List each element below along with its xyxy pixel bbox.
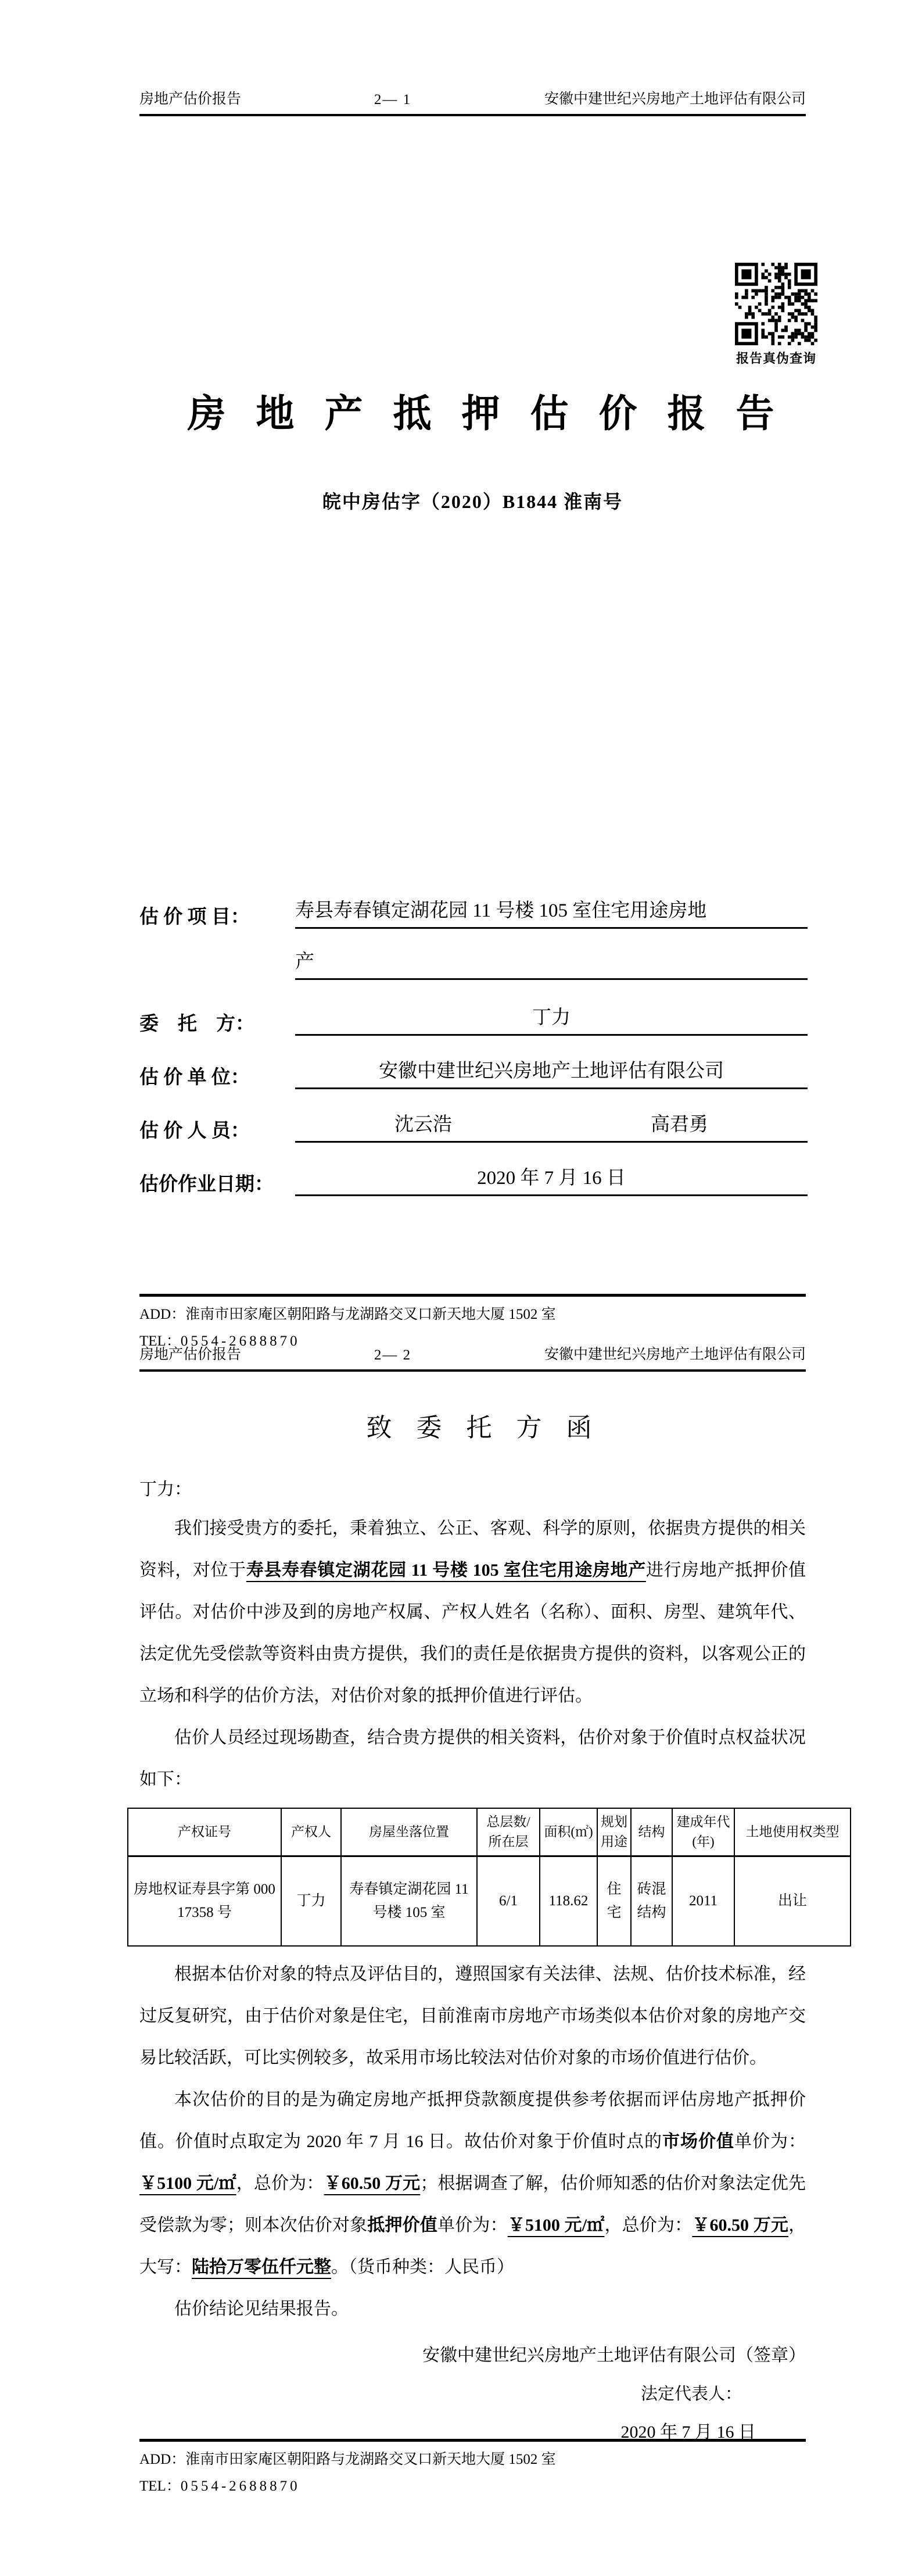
cover-form bbox=[139, 895, 808, 1216]
field-client-label: 委 托 方： bbox=[139, 1014, 254, 1035]
page1-header-company: 安徽中建世纪兴房地产土地评估有限公司 bbox=[544, 91, 806, 107]
field-project-label: 估 价 项 目： bbox=[139, 907, 250, 928]
letter-title: 致委托方函 bbox=[366, 1414, 616, 1442]
letter-paragraph-2: 估价人员经过现场勘查，结合贵方提供的相关资料，估价对象于价值时点权益状况如下： bbox=[139, 1728, 806, 1789]
page1-header-doc-type: 房地产估价报告 bbox=[139, 91, 242, 107]
cell-land-right-type: 出让 bbox=[734, 1856, 851, 1947]
cell-structure: 砖混结构 bbox=[631, 1856, 672, 1947]
cell-area: 118.62 bbox=[540, 1856, 597, 1947]
appraiser-name-2: 高君勇 bbox=[651, 1114, 708, 1135]
col-planned-use: 规划用途 bbox=[597, 1808, 631, 1856]
field-appraisers-label: 估 价 人 员： bbox=[139, 1121, 250, 1142]
page2-footer-address bbox=[139, 2448, 806, 2468]
col-structure: 结构 bbox=[631, 1808, 672, 1856]
phone-label: TEL： bbox=[139, 2478, 181, 2494]
signature-legal-representative: 法定代表人： bbox=[640, 2385, 742, 2403]
field-agency-value: 安徽中建世纪兴房地产土地评估有限公司 bbox=[295, 1056, 808, 1089]
col-land-right-type: 土地使用权类型 bbox=[734, 1808, 851, 1856]
cell-location: 寿春镇定湖花园 11 号楼 105 室 bbox=[341, 1856, 477, 1947]
field-date-label: 估价作业日期： bbox=[139, 1174, 274, 1195]
field-appraisers bbox=[139, 1109, 808, 1143]
field-project-value: 寿县寿春镇定湖花园 11 号楼 105 室住宅用途房地 bbox=[295, 895, 808, 929]
cell-floors: 6/1 bbox=[477, 1856, 540, 1947]
cell-year-built: 2011 bbox=[672, 1856, 734, 1947]
col-year-built: 建成年代(年) bbox=[672, 1808, 734, 1856]
field-date bbox=[139, 1162, 808, 1196]
address-value: 淮南市田家庵区朝阳路与龙湖路交叉口新天地大厦 1502 室 bbox=[185, 1307, 556, 1322]
page2-footer bbox=[139, 2439, 806, 2501]
page2-header-company: 安徽中建世纪兴房地产土地评估有限公司 bbox=[544, 1347, 806, 1362]
page2-header-page-number: 2— 2 bbox=[374, 1347, 412, 1363]
qr-verification-block bbox=[732, 263, 820, 367]
qr-caption: 报告真伪查询 bbox=[736, 351, 816, 366]
property-rights-table bbox=[127, 1808, 851, 1947]
letter-paragraph-5: 估价结论见结果报告。 bbox=[174, 2299, 349, 2319]
col-location: 房屋坐落位置 bbox=[341, 1808, 477, 1856]
field-client-value: 丁力 bbox=[295, 1002, 808, 1036]
field-agency bbox=[139, 1056, 808, 1089]
col-owner: 产权人 bbox=[281, 1808, 341, 1856]
report-doc-number: 皖中房估字（2020）B1844 淮南号 bbox=[322, 491, 623, 512]
signature-company: 安徽中建世纪兴房地产土地评估有限公司（签章） bbox=[422, 2346, 806, 2365]
field-date-value: 2020 年 7 月 16 日 bbox=[295, 1162, 808, 1196]
cell-certificate-no: 房地权证寿县字第 00017358 号 bbox=[128, 1856, 281, 1947]
letter-body bbox=[134, 1472, 840, 2450]
letter-paragraph-4: 本次估价的目的是为确定房地产抵押贷款额度提供参考依据而评估房地产抵押价值。价值时点取定为 2020 年 7 月 16 日。故估价对象于价值时点的市场价值单价为：￥5100 元/㎡，总价为：￥60.50 万元；根据调查了解，估价师知悉的估价对象法定优先受偿款为零；则本次估价对象抵押价值单价为：￥5100 元/㎡，总价为：￥60.50 万元，大写：陆拾万零伍仟元整。（货币种类：人民币） bbox=[139, 2090, 806, 2277]
report-title: 房地产抵押估价报告 bbox=[187, 393, 805, 435]
field-appraisers-value bbox=[295, 1109, 808, 1143]
address-value: 淮南市田家庵区朝阳路与龙湖路交叉口新天地大厦 1502 室 bbox=[185, 2452, 556, 2467]
page2-footer-phone bbox=[139, 2474, 806, 2495]
cell-planned-use: 住宅 bbox=[597, 1856, 631, 1947]
col-floors: 总层数/所在层 bbox=[477, 1808, 540, 1856]
letter-paragraph-1: 我们接受贵方的委托，秉着独立、公正、客观、科学的原则，依据贵方提供的相关资料，对位于寿县寿春镇定湖花园 11 号楼 105 室住宅用途房地产进行房地产抵押价值评估。对估价中涉及到的房地产权属、产权人姓名（名称）、面积、房型、建筑年代、法定优先受偿款等资料由贵方提供，我们的责任是依据贵方提供的资料，以客观公正的立场和科学的估价方法，对估价对象的抵押价值进行评估。 bbox=[139, 1519, 806, 1705]
field-client bbox=[139, 1002, 808, 1036]
appraiser-name-1: 沈云浩 bbox=[394, 1114, 452, 1135]
col-certificate-no: 产权证号 bbox=[128, 1808, 281, 1856]
field-project bbox=[139, 895, 808, 929]
signature-block bbox=[139, 2338, 806, 2450]
col-area: 面积(㎡) bbox=[540, 1808, 597, 1856]
letter-salutation: 丁力： bbox=[139, 1480, 192, 1499]
phone-value: 0554-2688870 bbox=[180, 1333, 300, 1349]
page2-header bbox=[139, 1343, 806, 1372]
page1-header bbox=[139, 87, 806, 116]
field-project-value-line2: 产 bbox=[295, 946, 808, 980]
phone-value: 0554-2688870 bbox=[180, 2478, 300, 2494]
table-row bbox=[128, 1856, 851, 1947]
page1-header-page-number: 2— 1 bbox=[374, 92, 412, 108]
signature-date: 2020 年 7 月 16 日 bbox=[620, 2423, 756, 2442]
qr-code bbox=[735, 263, 817, 345]
page2-header-doc-type: 房地产估价报告 bbox=[139, 1347, 242, 1362]
page1-footer-address bbox=[139, 1303, 806, 1323]
address-label: ADD： bbox=[139, 2452, 186, 2467]
cell-owner: 丁力 bbox=[281, 1856, 341, 1947]
phone-label: TEL： bbox=[139, 1333, 181, 1349]
letter-paragraph-3: 根据本估价对象的特点及评估目的，遵照国家有关法律、法规、估价技术标准，经过反复研究，由于估价对象是住宅，目前淮南市房地产市场类似本估价对象的房地产交易比较活跃，可比实例较多，故采用市场比较法对估价对象的市场价值进行估价。 bbox=[139, 1965, 806, 2067]
address-label: ADD： bbox=[139, 1307, 186, 1322]
table-header-row bbox=[128, 1808, 851, 1856]
field-agency-label: 估 价 单 位： bbox=[139, 1067, 250, 1088]
